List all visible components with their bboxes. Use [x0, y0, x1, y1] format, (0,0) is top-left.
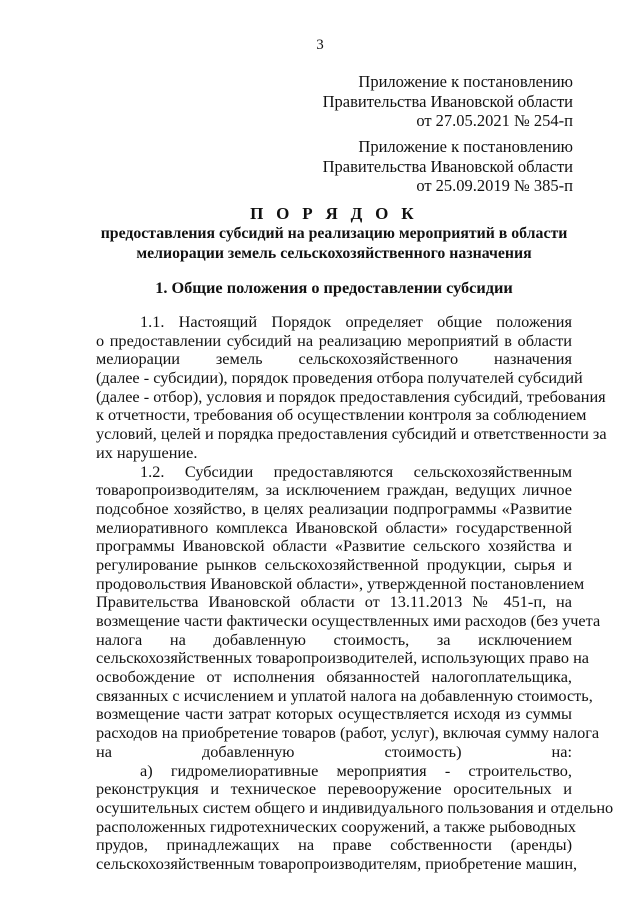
document-subtitle-line: предоставления субсидий на реализацию мероприятий в области [100, 225, 568, 242]
body-line: освобождение от исполнения обязанностей налогоплательщика, [96, 667, 572, 687]
document-subtitle-line: мелиорации земель сельскохозяйственного назначения [136, 244, 532, 262]
body-line: возмещение части затрат которых осуществляется исходя из суммы [96, 704, 572, 724]
body-line: мелиорации земель сельскохозяйственного назначения [96, 349, 572, 369]
appendix-line: Правительства Ивановской области [322, 91, 573, 111]
document-title: П О Р Я Д О К [250, 204, 418, 223]
body-line: 1.1. Настоящий Порядок определяет общие положения [140, 312, 572, 331]
body-line: сельскохозяйственным товаропроизводителям, приобретение машин, [96, 853, 578, 873]
body-line: мелиоративного комплекса Ивановской области» государственной [96, 517, 572, 537]
appendix-header-original [300, 137, 573, 196]
body-line: связанных с исчислением и уплатой налога на добавленную стоимость, [96, 685, 593, 705]
body-line: их нарушение. [96, 442, 198, 462]
body-line: расположенных гидротехнических сооружений, а также рыбоводных [96, 816, 577, 836]
body-line: (далее - субсидии), порядок проведения отбора получателей субсидий [96, 368, 583, 388]
appendix-line: Правительства Ивановской области [322, 156, 573, 176]
body-line: реконструкция и техническое перевооружение оросительных и [96, 779, 572, 799]
body-text [96, 312, 614, 874]
body-line: сельскохозяйственных товаропроизводителей, использующих право на [96, 648, 590, 668]
body-line: подсобное хозяйство, в целях реализации подпрограммы «Развитие [96, 498, 572, 518]
body-line: на добавленную стоимость) на: [96, 741, 572, 761]
body-line: программы Ивановской области «Развитие сельского хозяйства и [96, 536, 572, 556]
body-line: налога на добавленную стоимость, за исключением [96, 629, 572, 649]
appendix-date-number: от 25.09.2019 № 385-п [416, 176, 573, 195]
body-line: о предоставлении субсидий на реализацию мероприятий в области [96, 330, 572, 350]
body-line: расходов на приобретение товаров (работ, услуг), включая сумму налога [96, 723, 600, 743]
body-line: продовольствия Ивановской области», утвержденной постановлением [96, 573, 585, 593]
body-line: возмещение части фактически осуществленных ими расходов (без учета [96, 611, 601, 630]
document-title-block [96, 204, 572, 263]
appendix-line: Приложение к постановлению [358, 72, 573, 91]
section-heading: 1. Общие положения о предоставлении субсидии [155, 278, 513, 297]
body-line: (далее - отбор), условия и порядок предоставления субсидий, требования [96, 386, 606, 406]
appendix-header-current [300, 72, 573, 131]
body-line: регулирование рынков сельскохозяйственной продукции, сырья и [96, 554, 572, 574]
body-line: Правительства Ивановской области от 13.11.2013 № 451-п, на [96, 592, 572, 612]
body-line: прудов, принадлежащих на праве собственности (аренды) [96, 835, 572, 855]
page-number: 3 [316, 37, 324, 53]
body-line: осушительных систем общего и индивидуального пользования и отдельно [96, 797, 614, 817]
body-line: товаропроизводителям, за исключением граждан, ведущих личное [96, 480, 572, 500]
body-line: 1.2. Субсидии предоставляются сельскохозяйственным [140, 461, 572, 481]
appendix-line: Приложение к постановлению [358, 137, 573, 156]
body-line: к отчетности, требования об осуществлении контроля за соблюдением [96, 405, 587, 425]
appendix-date-number: от 27.05.2021 № 254-п [416, 111, 573, 130]
body-line: условий, целей и порядка предоставления субсидий и ответственности за [96, 424, 607, 444]
body-line: а) гидромелиоративные мероприятия - строительство, [140, 760, 572, 780]
